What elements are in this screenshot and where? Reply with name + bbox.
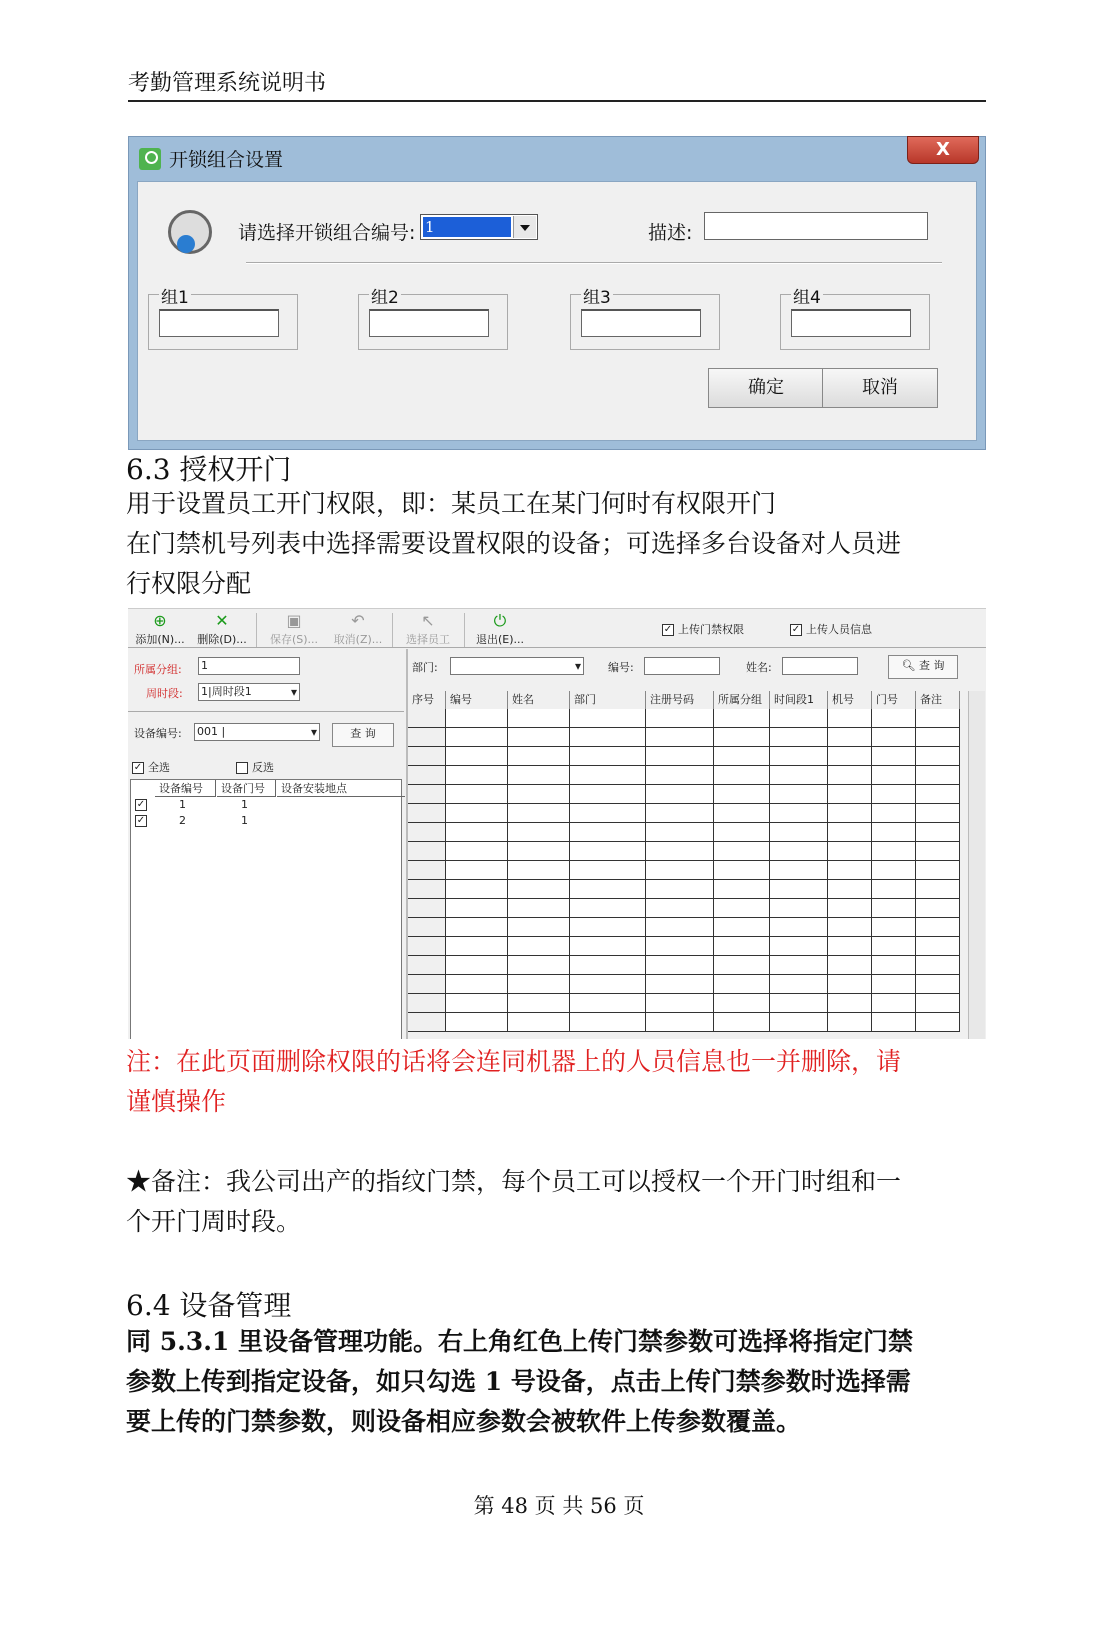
grid-cell[interactable] (872, 804, 916, 823)
grid-cell[interactable] (828, 823, 872, 842)
grid-cell[interactable] (446, 804, 508, 823)
grid-column-header[interactable]: 机号 (828, 691, 872, 709)
device-row[interactable] (135, 798, 248, 811)
device-no: 1 (179, 798, 186, 811)
grid-cell[interactable] (646, 804, 714, 823)
undo-icon: ↶ (351, 611, 365, 630)
group-label: 组3 (581, 283, 613, 308)
unlock-combo-dialog (128, 136, 986, 450)
grid-cell[interactable] (408, 918, 446, 937)
grid-cell[interactable] (714, 899, 770, 918)
device-row[interactable] (135, 814, 248, 827)
grid-cell[interactable] (828, 956, 872, 975)
document-header: 考勤管理系统说明书 (128, 71, 327, 96)
grid-cell[interactable] (828, 918, 872, 937)
grid-cell[interactable] (570, 956, 646, 975)
grid-cell[interactable] (828, 880, 872, 899)
grid-cell[interactable] (872, 861, 916, 880)
grid-cell[interactable] (916, 842, 960, 861)
checkbox-label: 上传人员信息 (806, 623, 872, 636)
grid-cell[interactable] (872, 937, 916, 956)
grid-cell[interactable] (714, 804, 770, 823)
grid-cell[interactable] (408, 804, 446, 823)
grid-cell[interactable] (508, 956, 570, 975)
grid-cell[interactable] (770, 880, 828, 899)
group-label: 组1 (159, 283, 191, 308)
grid-cell[interactable] (408, 747, 446, 766)
grid-cell[interactable] (646, 823, 714, 842)
grid-cell[interactable] (408, 1013, 446, 1032)
grid-cell[interactable] (714, 709, 770, 728)
combo-select-label: 请选择开锁组合编号: (238, 222, 416, 244)
grid-cell[interactable] (408, 861, 446, 880)
grid-cell[interactable] (508, 766, 570, 785)
grid-cell[interactable] (446, 975, 508, 994)
grid-cell[interactable] (570, 937, 646, 956)
grid-cell[interactable] (508, 918, 570, 937)
grid-cell[interactable] (872, 918, 916, 937)
grid-cell[interactable] (872, 880, 916, 899)
grid-cell[interactable] (872, 1013, 916, 1032)
grid-cell[interactable] (570, 785, 646, 804)
group-4-box (780, 288, 930, 350)
grid-cell[interactable] (408, 899, 446, 918)
delete-button[interactable] (194, 611, 250, 647)
toolbar-separator (392, 613, 393, 647)
grid-cell[interactable] (872, 956, 916, 975)
grid-cell[interactable] (714, 785, 770, 804)
grid-cell[interactable] (828, 785, 872, 804)
add-button[interactable] (132, 611, 188, 647)
grid-cell[interactable] (446, 861, 508, 880)
grid-cell[interactable] (446, 918, 508, 937)
grid-cell[interactable] (714, 880, 770, 899)
group-4-input[interactable] (791, 309, 911, 337)
grid-cell[interactable] (828, 1013, 872, 1032)
toolbar-separator (256, 613, 257, 647)
grid-cell[interactable] (570, 880, 646, 899)
grid-cell[interactable] (770, 804, 828, 823)
checkbox-icon (236, 762, 248, 774)
grid-cell[interactable] (646, 728, 714, 747)
grid-cell[interactable] (872, 842, 916, 861)
grid-column-header[interactable]: 编号 (446, 691, 508, 709)
grid-cell[interactable] (872, 975, 916, 994)
grid-cell[interactable] (508, 823, 570, 842)
grid-cell[interactable] (646, 937, 714, 956)
grid-cell[interactable] (872, 823, 916, 842)
dialog-titlebar (139, 145, 283, 172)
paragraph: 在门禁机号列表中选择需要设置权限的设备；可选择多台设备对人员进 (126, 529, 902, 558)
device-door: 1 (241, 814, 248, 827)
grid-cell[interactable] (770, 918, 828, 937)
combo-selected-value: 1 (423, 217, 511, 237)
grid-cell[interactable] (408, 994, 446, 1013)
grid-cell[interactable] (646, 994, 714, 1013)
grid-cell[interactable] (770, 956, 828, 975)
toolbar-label: 取消(Z)... (333, 633, 383, 646)
grid-cell[interactable] (508, 899, 570, 918)
grid-cell[interactable] (828, 994, 872, 1013)
name-label: 姓名: (746, 661, 772, 674)
checkbox-checked-icon: ✓ (133, 762, 143, 773)
power-icon: ⏻ (493, 611, 507, 630)
group-2-input[interactable] (369, 309, 489, 337)
door-auth-window (128, 608, 986, 1039)
cancel-button[interactable]: 取消 (822, 368, 938, 408)
checkbox-checked-icon: ✓ (663, 624, 673, 635)
warning-note: 注：在此页面删除权限的话将会连同机器上的人员信息也一并删除，请 (126, 1047, 902, 1076)
checkbox-label: 全选 (148, 761, 170, 774)
grid-cell[interactable] (714, 747, 770, 766)
grid-cell[interactable] (828, 804, 872, 823)
grid-cell[interactable] (570, 823, 646, 842)
grid-cell[interactable] (770, 766, 828, 785)
section-heading-6-4: 6.4 设备管理 (126, 1289, 292, 1322)
grid-cell[interactable] (508, 861, 570, 880)
grid-cell[interactable] (872, 747, 916, 766)
number-label: 编号: (608, 661, 634, 674)
group-3-box (570, 288, 720, 350)
grid-cell[interactable] (570, 899, 646, 918)
toolbar-label: 选择员工 (406, 633, 450, 646)
toolbar-label: 保存(S)... (269, 633, 319, 646)
description-label: 描述: (648, 222, 693, 244)
grid-cell[interactable] (508, 1013, 570, 1032)
grid-cell[interactable] (828, 937, 872, 956)
grid-cell[interactable] (446, 823, 508, 842)
save-button[interactable] (266, 611, 322, 647)
grid-cell[interactable] (646, 899, 714, 918)
device-door: 1 (241, 798, 248, 811)
group-label: 所属分组: (134, 663, 182, 676)
delete-icon: ✕ (215, 611, 229, 630)
section-heading-6-3: 6.3 授权开门 (126, 453, 292, 486)
grid-cell[interactable] (570, 842, 646, 861)
grid-cell[interactable] (916, 880, 960, 899)
grid-cell[interactable] (408, 880, 446, 899)
grid-column-header[interactable]: 门号 (872, 691, 916, 709)
grid-column-header[interactable]: 注册号码 (646, 691, 714, 709)
grid-column-header[interactable]: 部门 (570, 691, 646, 709)
grid-cell[interactable] (714, 842, 770, 861)
grid-cell[interactable] (872, 899, 916, 918)
grid-cell[interactable] (770, 975, 828, 994)
grid-cell[interactable] (408, 842, 446, 861)
grid-cell[interactable] (408, 823, 446, 842)
toolbar-label: 退出(E)... (475, 633, 525, 646)
dept-label: 部门: (412, 661, 438, 674)
grid-cell[interactable] (508, 994, 570, 1013)
toolbar-label: 删除(D)... (197, 633, 247, 646)
grid-cell[interactable] (408, 709, 446, 728)
description-input[interactable] (704, 212, 928, 240)
group-label: 组2 (369, 283, 401, 308)
week-select[interactable]: 1|周时段1 ▾ (198, 683, 300, 701)
grid-cell[interactable] (770, 785, 828, 804)
grid-column-header[interactable]: 备注 (916, 691, 960, 709)
grid-cell[interactable] (770, 842, 828, 861)
select-all-checkbox[interactable] (132, 759, 170, 775)
grid-cell[interactable] (646, 766, 714, 785)
grid-cell[interactable] (646, 880, 714, 899)
grid-cell[interactable] (446, 937, 508, 956)
checkbox-label: 上传门禁权限 (678, 623, 744, 636)
toolbar-label: 添加(N)... (135, 633, 185, 646)
remark: ★备注：我公司出产的指纹门禁，每个员工可以授权一个开门时组和一 (126, 1167, 902, 1196)
grid-cell[interactable] (646, 1013, 714, 1032)
grid-cell[interactable] (714, 956, 770, 975)
grid-cell[interactable] (646, 861, 714, 880)
grid-cell[interactable] (408, 728, 446, 747)
grid-cell[interactable] (446, 785, 508, 804)
grid-cell[interactable] (408, 766, 446, 785)
grid-cell[interactable] (916, 956, 960, 975)
grid-cell[interactable] (508, 709, 570, 728)
grid-cell[interactable] (872, 728, 916, 747)
search-icon: 🔍︎ (901, 659, 916, 672)
vertical-scrollbar[interactable] (968, 691, 985, 1039)
grid-cell[interactable] (916, 1013, 960, 1032)
grid-cell[interactable] (916, 937, 960, 956)
week-label: 周时段: (146, 687, 183, 700)
grid-cell[interactable] (508, 842, 570, 861)
grid-cell[interactable] (770, 1013, 828, 1032)
grid-cell[interactable] (770, 747, 828, 766)
grid-cell[interactable] (408, 956, 446, 975)
invert-checkbox[interactable] (236, 759, 274, 775)
grid-cell[interactable] (872, 766, 916, 785)
grid-column-header[interactable]: 序号 (408, 691, 446, 709)
group-label: 组4 (791, 283, 823, 308)
grid-column-header[interactable]: 姓名 (508, 691, 570, 709)
grid-cell[interactable] (916, 728, 960, 747)
grid-cell[interactable] (770, 823, 828, 842)
grid-cell[interactable] (446, 747, 508, 766)
grid-cell[interactable] (446, 1013, 508, 1032)
grid-cell[interactable] (714, 861, 770, 880)
search-button-label: 查 询 (918, 659, 945, 672)
device-no: 2 (179, 814, 186, 827)
query-button[interactable]: 查 询 (332, 723, 394, 747)
grid-cell[interactable] (714, 728, 770, 747)
checkbox-checked-icon[interactable]: ✓ (136, 799, 146, 810)
chevron-down-icon[interactable] (513, 216, 536, 238)
employee-grid (408, 609, 986, 1039)
divider (246, 262, 942, 264)
grid-cell[interactable] (770, 728, 828, 747)
grid-cell[interactable] (828, 975, 872, 994)
grid-cell[interactable] (916, 823, 960, 842)
grid-cell[interactable] (508, 937, 570, 956)
grid-cell[interactable] (570, 766, 646, 785)
grid-cell[interactable] (646, 785, 714, 804)
grid-cell[interactable] (570, 994, 646, 1013)
grid-cell[interactable] (408, 975, 446, 994)
grid-cell[interactable] (408, 785, 446, 804)
device-list (130, 779, 402, 1039)
grid-cell[interactable] (828, 766, 872, 785)
grid-cell[interactable] (714, 766, 770, 785)
grid-cell[interactable] (446, 766, 508, 785)
save-icon: ▣ (286, 611, 302, 630)
group-2-box (358, 288, 508, 350)
warning-note: 谨慎操作 (126, 1087, 227, 1116)
ok-button[interactable]: 确定 (708, 368, 824, 408)
grid-cell[interactable] (872, 785, 916, 804)
grid-cell[interactable] (770, 861, 828, 880)
grid-cell[interactable] (916, 785, 960, 804)
grid-cell[interactable] (570, 861, 646, 880)
grid-cell[interactable] (770, 709, 828, 728)
grid-cell[interactable] (508, 785, 570, 804)
grid-cell[interactable] (916, 804, 960, 823)
grid-cell[interactable] (770, 937, 828, 956)
header-rule (128, 100, 986, 102)
grid-cell[interactable] (446, 709, 508, 728)
grid-cell[interactable] (570, 747, 646, 766)
grid-cell[interactable] (646, 975, 714, 994)
grid-cell[interactable] (446, 994, 508, 1013)
grid-cell[interactable] (446, 842, 508, 861)
grid-cell[interactable] (916, 918, 960, 937)
grid-cell[interactable] (446, 880, 508, 899)
grid-cell[interactable] (770, 994, 828, 1013)
grid-cell[interactable] (714, 937, 770, 956)
plus-icon: ⊕ (153, 611, 167, 630)
grid-cell[interactable] (646, 956, 714, 975)
grid-cell[interactable] (916, 747, 960, 766)
dialog-body (137, 181, 977, 441)
grid-cell[interactable] (646, 709, 714, 728)
grid-cell[interactable] (646, 747, 714, 766)
checkbox-checked-icon[interactable]: ✓ (136, 815, 146, 826)
person-icon (139, 148, 161, 170)
grid-cell[interactable] (828, 728, 872, 747)
dialog-title: 开锁组合设置 (169, 149, 284, 171)
group-1-input[interactable] (159, 309, 279, 337)
grid-cell[interactable] (872, 709, 916, 728)
grid-cell[interactable] (570, 728, 646, 747)
grid-cell[interactable] (714, 1013, 770, 1032)
grid-cell[interactable] (508, 880, 570, 899)
grid-cell[interactable] (916, 766, 960, 785)
grid-cell[interactable] (916, 975, 960, 994)
grid-cell[interactable] (646, 842, 714, 861)
grid-cell[interactable] (570, 709, 646, 728)
grid-column-header[interactable]: 时间段1 (770, 691, 828, 709)
grid-cell[interactable] (570, 804, 646, 823)
left-panel (128, 649, 404, 1039)
cursor-icon: ↖ (421, 611, 435, 630)
grid-cell[interactable] (714, 918, 770, 937)
grid-cell[interactable] (770, 899, 828, 918)
grid-cell[interactable] (508, 804, 570, 823)
divider (128, 711, 404, 712)
grid-cell[interactable] (828, 842, 872, 861)
grid-cell[interactable] (916, 994, 960, 1013)
grid-cell[interactable] (446, 899, 508, 918)
device-col-header: 设备编号 (155, 780, 216, 797)
paragraph: 同 5.3.1 里设备管理功能。右上角红色上传门禁参数可选择将指定门禁 (126, 1327, 914, 1356)
group-3-input[interactable] (581, 309, 701, 337)
grid-column-header[interactable]: 所属分组 (714, 691, 770, 709)
grid-cell[interactable] (714, 994, 770, 1013)
group-1-box (148, 288, 298, 350)
remark: 个开门周时段。 (126, 1207, 302, 1236)
grid-cell[interactable] (916, 861, 960, 880)
device-col-header: 设备门号 (217, 780, 276, 797)
grid-cell[interactable] (828, 709, 872, 728)
close-button[interactable]: X (907, 136, 979, 164)
grid-cell[interactable] (508, 728, 570, 747)
device-select[interactable]: 001 | ▾ (194, 723, 320, 741)
grid-cell[interactable] (828, 747, 872, 766)
grid-cell[interactable] (828, 899, 872, 918)
grid-cell[interactable] (828, 861, 872, 880)
grid-cell[interactable] (916, 899, 960, 918)
checkbox-label: 反选 (252, 761, 274, 774)
grid-cell[interactable] (408, 937, 446, 956)
checkbox-checked-icon: ✓ (791, 624, 801, 635)
undo-button[interactable] (330, 611, 386, 647)
paragraph: 行权限分配 (126, 569, 252, 598)
page-footer: 第 48 页 共 56 页 (473, 1494, 645, 1518)
grid-cell[interactable] (446, 728, 508, 747)
grid-cell[interactable] (508, 975, 570, 994)
grid-cell[interactable] (446, 956, 508, 975)
clock-icon (168, 210, 212, 254)
grid-cell[interactable] (570, 918, 646, 937)
device-col-header: 设备安装地点 (277, 780, 405, 797)
paragraph: 参数上传到指定设备，如只勾选 1 号设备，点击上传门禁参数时选择需 (126, 1367, 911, 1396)
grid-cell[interactable] (570, 1013, 646, 1032)
paragraph: 要上传的门禁参数，则设备相应参数会被软件上传参数覆盖。 (126, 1407, 802, 1436)
grid-cell[interactable] (916, 709, 960, 728)
grid-cell[interactable] (714, 975, 770, 994)
grid-cell[interactable] (570, 975, 646, 994)
group-input[interactable]: 1 (198, 657, 300, 675)
grid-cell[interactable] (508, 747, 570, 766)
combo-number-select[interactable] (420, 214, 538, 240)
grid-cell[interactable] (646, 918, 714, 937)
paragraph: 用于设置员工开门权限，即：某员工在某门何时有权限开门 (126, 489, 777, 518)
grid-cell[interactable] (872, 994, 916, 1013)
device-label: 设备编号: (134, 727, 182, 740)
grid-cell[interactable] (714, 823, 770, 842)
